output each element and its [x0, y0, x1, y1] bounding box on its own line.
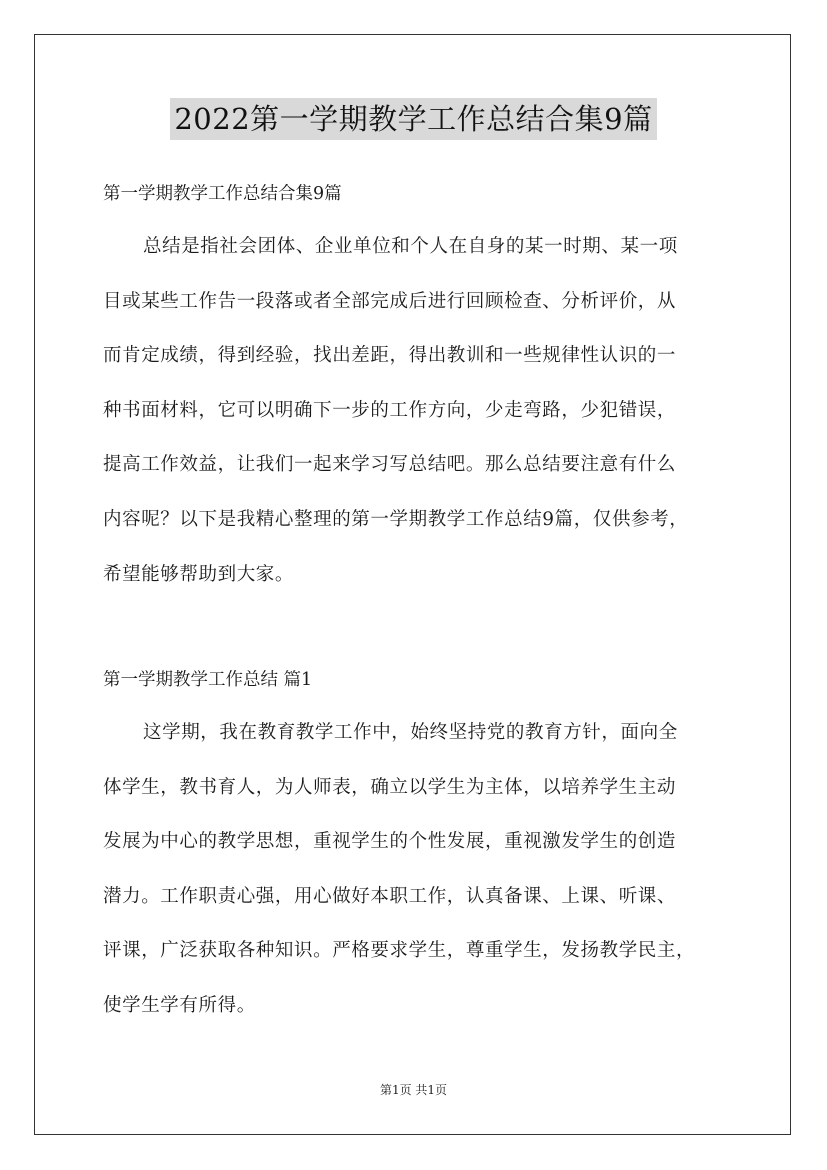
paragraph-line: 种书面材料，它可以明确下一步的工作方向，少走弯路，少犯错误， [103, 399, 677, 421]
paragraph-line: 体学生，教书育人，为人师表，确立以学生为主体，以培养学生主动 [103, 776, 677, 798]
paragraph-line: 使学生学有所得。 [103, 994, 256, 1016]
section-heading: 第一学期教学工作总结 篇1 [103, 670, 313, 690]
paragraph-line: 发展为中心的教学思想，重视学生的个性发展，重视激发学生的创造 [103, 831, 677, 853]
paragraph-line: 希望能够帮助到大家。 [103, 563, 295, 585]
paragraph-line: 总结是指社会团体、企业单位和个人在自身的某一时期、某一项 [143, 236, 678, 257]
document-title: 2022第一学期教学工作总结合集9篇 [170, 98, 656, 140]
title-container [0, 98, 827, 140]
page-footer: 第1页 共1页 [379, 1083, 448, 1097]
intro-paragraph [103, 220, 743, 602]
paragraph-line: 而肯定成绩，得到经验，找出差距，得出教训和一些规律性认识的一 [103, 345, 677, 367]
paragraph-line: 内容呢？以下是我精心整理的第一学期教学工作总结9篇，仅供参考， [103, 508, 689, 530]
section-paragraph [103, 706, 743, 1034]
paragraph-line: 评课，广泛获取各种知识。严格要求学生，尊重学生，发扬教学民主， [103, 940, 696, 962]
paragraph-line: 这学期，我在教育教学工作中，始终坚持党的教育方针，面向全 [143, 722, 678, 743]
document-subtitle: 第一学期教学工作总结合集9篇 [103, 184, 342, 204]
paragraph-line: 提高工作效益，让我们一起来学习写总结吧。那么总结要注意有什么 [103, 454, 677, 476]
paragraph-line: 潜力。工作职责心强，用心做好本职工作，认真备课、上课、听课、 [103, 885, 677, 907]
paragraph-line: 目或某些工作告一段落或者全部完成后进行回顾检查、分析评价，从 [103, 290, 677, 312]
